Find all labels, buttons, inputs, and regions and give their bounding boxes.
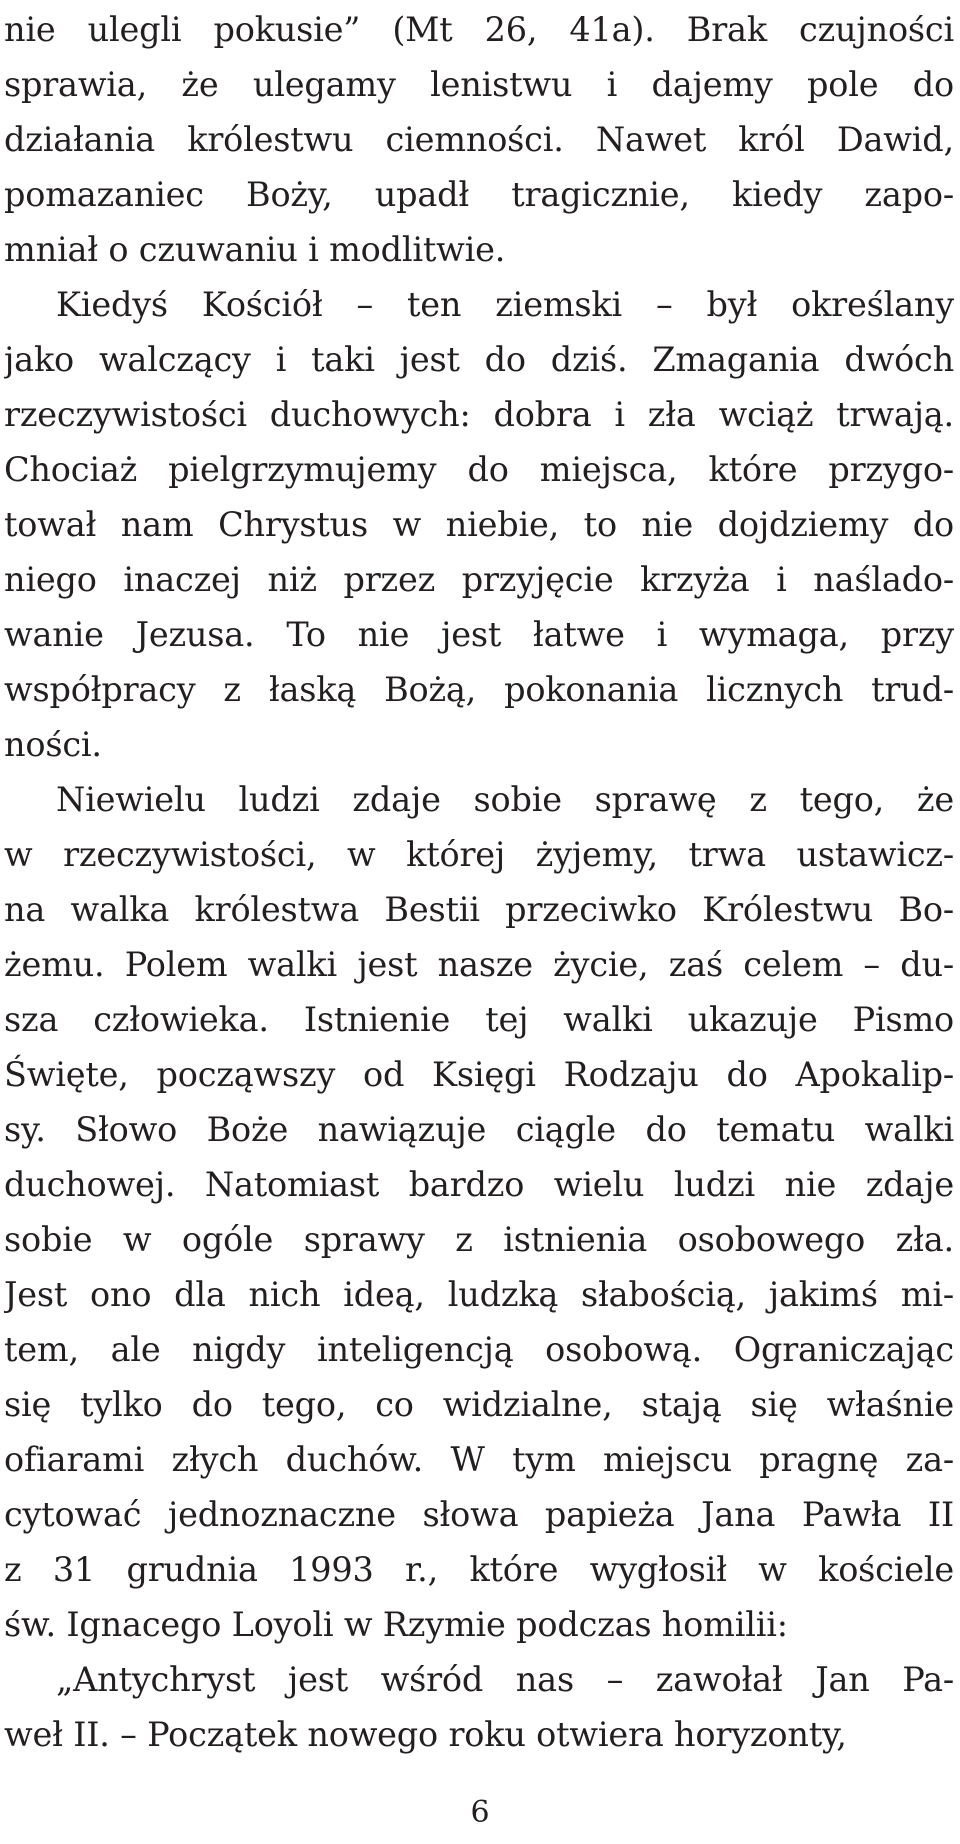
body-text	[4, 2, 954, 1762]
text-line: w rzeczywistości, w której żyjemy, trwa ustawicz-	[4, 835, 954, 874]
text-line: ofiarami złych duchów. W tym miejscu pragnę za-	[4, 1440, 954, 1479]
text-line: Chociaż pielgrzymujemy do miejsca, które przygo-	[4, 450, 954, 489]
text-line: Niewielu ludzi zdaje sobie sprawę z tego, że	[56, 780, 954, 819]
page-number: 6	[470, 1795, 490, 1830]
text-line: mniał o czuwaniu i modlitwie.	[4, 230, 506, 269]
text-line: się tylko do tego, co widzialne, stają się właśnie	[4, 1385, 954, 1424]
text-line: działania królestwu ciemności. Nawet król Dawid,	[4, 120, 954, 159]
text-line: nie ulegli pokusie” (Mt 26, 41a). Brak czujności	[4, 10, 954, 49]
text-line: Jest ono dla nich ideą, ludzką słabością, jakimś mi-	[4, 1275, 954, 1314]
text-line: na walka królestwa Bestii przeciwko Królestwu Bo-	[4, 890, 954, 929]
text-line: sobie w ogóle sprawy z istnienia osobowego zła.	[4, 1220, 954, 1259]
text-line: weł II. – Początek nowego roku otwiera horyzonty,	[4, 1715, 847, 1754]
text-line: wanie Jezusa. To nie jest łatwe i wymaga, przy	[4, 615, 954, 654]
paragraph	[4, 277, 954, 772]
text-line: Kiedyś Kościół – ten ziemski – był określany	[56, 285, 954, 324]
text-line: sy. Słowo Boże nawiązuje ciągle do tematu walki	[4, 1110, 954, 1149]
text-line: jako walczący i taki jest do dziś. Zmagania dwóch	[4, 340, 954, 379]
text-line: „Antychryst jest wśród nas – zawołał Jan Pa-	[56, 1660, 954, 1699]
text-line: cytować jednoznaczne słowa papieża Jana Pawła II	[4, 1495, 954, 1534]
text-line: z 31 grudnia 1993 r., które wygłosił w kościele	[4, 1550, 954, 1589]
text-line: Święte, począwszy od Księgi Rodzaju do Apokalip-	[4, 1055, 954, 1094]
text-line: sprawia, że ulegamy lenistwu i dajemy pole do	[4, 65, 954, 104]
text-line: sza człowieka. Istnienie tej walki ukazuje Pismo	[4, 1000, 954, 1039]
text-line: rzeczywistości duchowych: dobra i zła wciąż trwają.	[4, 395, 954, 434]
text-line: żemu. Polem walki jest nasze życie, zaś celem – du-	[4, 945, 954, 984]
paragraph	[4, 2, 954, 277]
text-line: niego inaczej niż przez przyjęcie krzyża i naślado-	[4, 560, 954, 599]
text-line: ności.	[4, 725, 102, 764]
paragraph	[4, 772, 954, 1652]
text-line: pomazaniec Boży, upadł tragicznie, kiedy zapo-	[4, 175, 954, 214]
text-line: św. Ignacego Loyoli w Rzymie podczas homilii:	[4, 1605, 788, 1644]
text-line: tem, ale nigdy inteligencją osobową. Ograniczając	[4, 1330, 954, 1369]
paragraph	[4, 1652, 954, 1762]
text-line: współpracy z łaską Bożą, pokonania licznych trud-	[4, 670, 954, 709]
text-line: tował nam Chrystus w niebie, to nie dojdziemy do	[4, 505, 954, 544]
text-line: duchowej. Natomiast bardzo wielu ludzi nie zdaje	[4, 1165, 954, 1204]
